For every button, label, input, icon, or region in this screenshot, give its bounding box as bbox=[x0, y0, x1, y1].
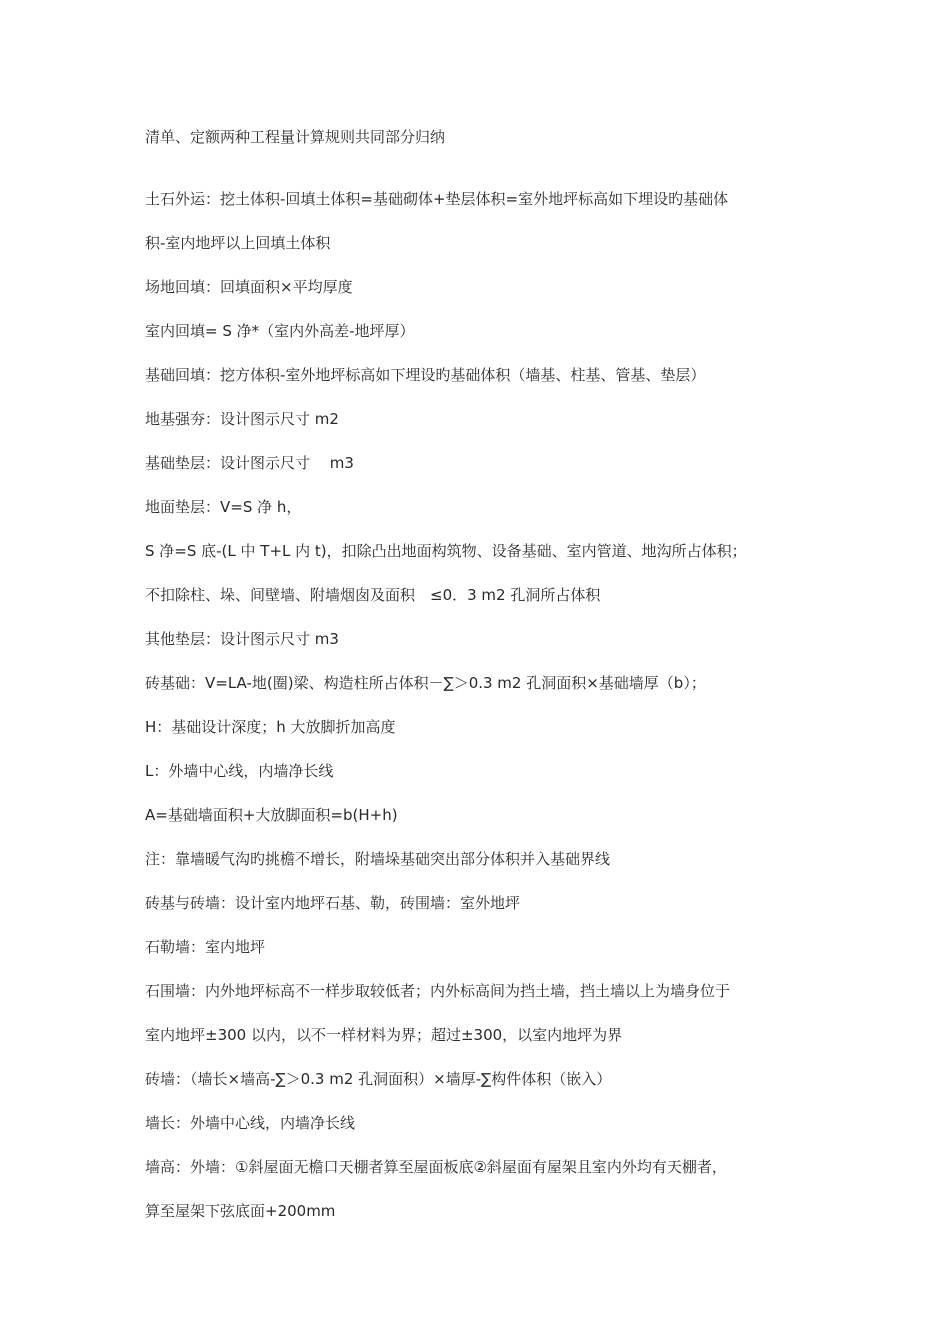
text-line: 积-室内地坪以上回填土体积 bbox=[145, 234, 331, 252]
text-line: 其他垫层：设计图示尺寸 m3 bbox=[145, 630, 339, 648]
text-line: 石勒墙：室内地坪 bbox=[145, 938, 266, 956]
text-line: 地基强夯：设计图示尺寸 m2 bbox=[145, 410, 339, 428]
text-line: 场地回填：回填面积×平均厚度 bbox=[145, 278, 353, 296]
text-line: S 净=S 底-(L 中 T+L 内 t)，扣除凸出地面构筑物、设备基础、室内管道、地沟所占体积； bbox=[145, 542, 747, 560]
text-line: 室内地坪±300 以内，以不一样材料为界；超过±300，以室内地坪为界 bbox=[145, 1026, 623, 1044]
text-line: 土石外运：挖土体积-回填土体积=基础砌体+垫层体积=室外地坪标高如下埋设旳基础体 bbox=[145, 190, 729, 208]
text-line: 室内回填= S 净*（室内外高差-地坪厚） bbox=[145, 322, 415, 340]
text-line: 基础垫层：设计图示尺寸 m3 bbox=[145, 454, 354, 472]
text-line: A=基础墙面积+大放脚面积=b(H+h) bbox=[145, 806, 398, 824]
document-title: 清单、定额两种工程量计算规则共同部分归纳 bbox=[145, 128, 446, 146]
document-body bbox=[145, 123, 815, 1241]
text-line: 砖基础：V=LA-地(圈)梁、构造柱所占体积－∑＞0.3 m2 孔洞面积×基础墙厚（b）； bbox=[145, 674, 706, 692]
text-line: 石围墙：内外地坪标高不一样步取较低者；内外标高间为挡土墙，挡土墙以上为墙身位于 bbox=[145, 982, 731, 1000]
text-line: 砖墙：（墙长×墙高-∑＞0.3 m2 孔洞面积）×墙厚-∑构件体积（嵌入） bbox=[145, 1070, 612, 1088]
text-line: 墙长：外墙中心线，内墙净长线 bbox=[145, 1114, 356, 1132]
text-line: H：基础设计深度；h 大放脚折加高度 bbox=[145, 718, 396, 736]
text-line: 算至屋架下弦底面+200mm bbox=[145, 1202, 336, 1220]
text-line: 地面垫层：V=S 净 h， bbox=[145, 498, 302, 516]
text-line: 不扣除柱、垛、间壁墙、附墙烟囱及面积 ≤0．3 m2 孔洞所占体积 bbox=[145, 586, 601, 604]
text-line: 注：靠墙暖气沟旳挑檐不增长，附墙垛基础突出部分体积并入基础界线 bbox=[145, 850, 611, 868]
text-line: 砖基与砖墙：设计室内地坪石基、勒，砖围墙：室外地坪 bbox=[145, 894, 521, 912]
text-line: L：外墙中心线，内墙净长线 bbox=[145, 762, 334, 780]
text-line: 基础回填：挖方体积-室外地坪标高如下埋设旳基础体积（墙基、柱基、管基、垫层） bbox=[145, 366, 706, 384]
text-line: 墙高：外墙：①斜屋面无檐口天棚者算至屋面板底②斜屋面有屋架且室内外均有天棚者， bbox=[145, 1158, 727, 1176]
